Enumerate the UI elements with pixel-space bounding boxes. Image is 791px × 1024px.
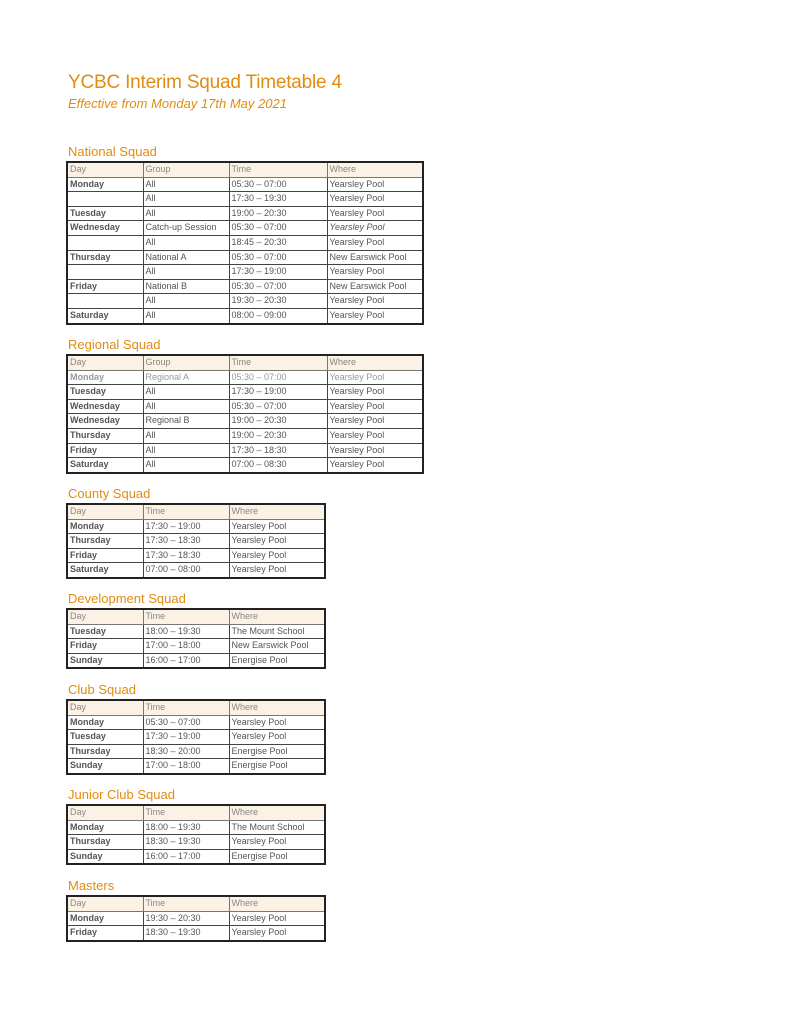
cell-day: Wednesday bbox=[67, 414, 143, 429]
table-header-row bbox=[67, 896, 325, 911]
cell-time: 05:30 – 07:00 bbox=[143, 715, 229, 730]
cell-where: Yearsley Pool bbox=[229, 730, 325, 745]
section-heading: Development Squad bbox=[68, 591, 186, 606]
table-row bbox=[67, 399, 423, 414]
column-header-group: Group bbox=[143, 355, 229, 370]
cell-time: 05:30 – 07:00 bbox=[229, 221, 327, 236]
cell-where: Yearsley Pool bbox=[327, 428, 423, 443]
cell-day: Friday bbox=[67, 548, 143, 563]
cell-where: Energise Pool bbox=[229, 849, 325, 864]
column-header-time: Time bbox=[143, 896, 229, 911]
table-row bbox=[67, 235, 423, 250]
table-row bbox=[67, 653, 325, 668]
cell-time: 18:45 – 20:30 bbox=[229, 235, 327, 250]
cell-group: All bbox=[143, 428, 229, 443]
table-header-row bbox=[67, 504, 325, 519]
cell-time: 17:00 – 18:00 bbox=[143, 639, 229, 654]
section-heading: County Squad bbox=[68, 486, 151, 501]
section-junior-club-squad bbox=[66, 787, 326, 865]
table-row bbox=[67, 820, 325, 835]
cell-time: 18:00 – 19:30 bbox=[143, 624, 229, 639]
cell-time: 07:00 – 08:00 bbox=[143, 563, 229, 578]
table-header-row bbox=[67, 355, 423, 370]
cell-where: Yearsley Pool bbox=[327, 443, 423, 458]
table-header-row bbox=[67, 700, 325, 715]
table-row bbox=[67, 308, 423, 323]
cell-where: Yearsley Pool bbox=[327, 177, 423, 192]
cell-time: 19:30 – 20:30 bbox=[229, 294, 327, 309]
cell-group: All bbox=[143, 458, 229, 473]
cell-group: All bbox=[143, 235, 229, 250]
cell-time: 17:30 – 19:00 bbox=[229, 385, 327, 400]
column-header-time: Time bbox=[229, 162, 327, 177]
cell-where: Yearsley Pool bbox=[327, 206, 423, 221]
cell-where: New Earswick Pool bbox=[327, 250, 423, 265]
development-squad-table bbox=[66, 608, 326, 669]
column-header-where: Where bbox=[229, 700, 325, 715]
cell-day: Monday bbox=[67, 519, 143, 534]
table-row bbox=[67, 385, 423, 400]
cell-time: 17:30 – 18:30 bbox=[143, 534, 229, 549]
cell-time: 19:00 – 20:30 bbox=[229, 428, 327, 443]
table-row bbox=[67, 759, 325, 774]
column-header-time: Time bbox=[143, 805, 229, 820]
cell-day: Friday bbox=[67, 639, 143, 654]
table-header-row bbox=[67, 805, 325, 820]
table-header-row bbox=[67, 609, 325, 624]
section-heading: National Squad bbox=[68, 144, 157, 159]
column-header-where: Where bbox=[327, 162, 423, 177]
cell-where: Yearsley Pool bbox=[229, 548, 325, 563]
column-header-group: Group bbox=[143, 162, 229, 177]
cell-time: 17:30 – 18:30 bbox=[143, 548, 229, 563]
table-row bbox=[67, 715, 325, 730]
page-subtitle: Effective from Monday 17th May 2021 bbox=[68, 96, 287, 111]
table-row bbox=[67, 443, 423, 458]
section-heading: Club Squad bbox=[68, 682, 136, 697]
cell-where: Yearsley Pool bbox=[327, 385, 423, 400]
cell-time: 05:30 – 07:00 bbox=[229, 399, 327, 414]
cell-time: 05:30 – 07:00 bbox=[229, 370, 327, 385]
cell-day: Thursday bbox=[67, 250, 143, 265]
column-header-day: Day bbox=[67, 700, 143, 715]
cell-where: Yearsley Pool bbox=[327, 308, 423, 323]
section-county-squad bbox=[66, 486, 326, 579]
column-header-where: Where bbox=[229, 896, 325, 911]
cell-where: Yearsley Pool bbox=[327, 370, 423, 385]
table-row bbox=[67, 548, 325, 563]
table-row bbox=[67, 911, 325, 926]
cell-time: 19:00 – 20:30 bbox=[229, 414, 327, 429]
cell-day: Wednesday bbox=[67, 221, 143, 236]
junior-club-squad-table bbox=[66, 804, 326, 865]
cell-day: Monday bbox=[67, 715, 143, 730]
table-row bbox=[67, 849, 325, 864]
cell-group: Catch-up Session bbox=[143, 221, 229, 236]
table-row bbox=[67, 294, 423, 309]
column-header-day: Day bbox=[67, 162, 143, 177]
table-row bbox=[67, 265, 423, 280]
cell-time: 17:30 – 18:30 bbox=[229, 443, 327, 458]
column-header-day: Day bbox=[67, 504, 143, 519]
regional-squad-table bbox=[66, 354, 424, 474]
cell-day: Friday bbox=[67, 279, 143, 294]
cell-where: New Earswick Pool bbox=[229, 639, 325, 654]
column-header-time: Time bbox=[143, 504, 229, 519]
column-header-day: Day bbox=[67, 355, 143, 370]
cell-where: Yearsley Pool bbox=[229, 835, 325, 850]
column-header-where: Where bbox=[327, 355, 423, 370]
cell-where: Energise Pool bbox=[229, 744, 325, 759]
cell-group: All bbox=[143, 399, 229, 414]
column-header-where: Where bbox=[229, 504, 325, 519]
column-header-day: Day bbox=[67, 896, 143, 911]
cell-group: All bbox=[143, 385, 229, 400]
table-row bbox=[67, 279, 423, 294]
cell-where: Yearsley Pool bbox=[327, 265, 423, 280]
cell-where: Energise Pool bbox=[229, 759, 325, 774]
cell-group: Regional A bbox=[143, 370, 229, 385]
cell-time: 17:30 – 19:30 bbox=[229, 192, 327, 207]
cell-day bbox=[67, 235, 143, 250]
cell-where: Yearsley Pool bbox=[327, 235, 423, 250]
cell-where: Yearsley Pool bbox=[229, 911, 325, 926]
column-header-where: Where bbox=[229, 609, 325, 624]
column-header-day: Day bbox=[67, 609, 143, 624]
table-row bbox=[67, 744, 325, 759]
table-row bbox=[67, 206, 423, 221]
cell-time: 07:00 – 08:30 bbox=[229, 458, 327, 473]
cell-group: All bbox=[143, 177, 229, 192]
cell-day: Saturday bbox=[67, 308, 143, 323]
cell-day: Tuesday bbox=[67, 624, 143, 639]
column-header-day: Day bbox=[67, 805, 143, 820]
cell-time: 05:30 – 07:00 bbox=[229, 279, 327, 294]
cell-group: All bbox=[143, 308, 229, 323]
cell-day: Thursday bbox=[67, 835, 143, 850]
cell-day: Monday bbox=[67, 820, 143, 835]
cell-day: Monday bbox=[67, 370, 143, 385]
cell-time: 18:30 – 19:30 bbox=[143, 835, 229, 850]
cell-where: Yearsley Pool bbox=[327, 458, 423, 473]
cell-group: All bbox=[143, 192, 229, 207]
cell-where: Yearsley Pool bbox=[229, 534, 325, 549]
cell-group: National A bbox=[143, 250, 229, 265]
column-header-where: Where bbox=[229, 805, 325, 820]
cell-time: 19:30 – 20:30 bbox=[143, 911, 229, 926]
cell-group: All bbox=[143, 294, 229, 309]
cell-where: Energise Pool bbox=[229, 653, 325, 668]
cell-time: 17:00 – 18:00 bbox=[143, 759, 229, 774]
section-national-squad bbox=[66, 144, 424, 325]
cell-day: Saturday bbox=[67, 563, 143, 578]
cell-day: Monday bbox=[67, 911, 143, 926]
table-row bbox=[67, 835, 325, 850]
table-row bbox=[67, 192, 423, 207]
cell-where: Yearsley Pool bbox=[229, 563, 325, 578]
cell-day: Tuesday bbox=[67, 206, 143, 221]
cell-day: Sunday bbox=[67, 849, 143, 864]
cell-day: Tuesday bbox=[67, 385, 143, 400]
table-row bbox=[67, 250, 423, 265]
cell-where: The Mount School bbox=[229, 624, 325, 639]
cell-day: Thursday bbox=[67, 744, 143, 759]
masters-table bbox=[66, 895, 326, 942]
cell-day: Tuesday bbox=[67, 730, 143, 745]
column-header-time: Time bbox=[229, 355, 327, 370]
table-header-row bbox=[67, 162, 423, 177]
cell-time: 18:30 – 20:00 bbox=[143, 744, 229, 759]
cell-day bbox=[67, 192, 143, 207]
cell-where: Yearsley Pool bbox=[327, 192, 423, 207]
cell-day bbox=[67, 294, 143, 309]
table-row bbox=[67, 370, 423, 385]
cell-where: Yearsley Pool bbox=[327, 414, 423, 429]
section-heading: Masters bbox=[68, 878, 115, 893]
table-row bbox=[67, 639, 325, 654]
section-development-squad bbox=[66, 591, 326, 669]
cell-day: Saturday bbox=[67, 458, 143, 473]
cell-time: 17:30 – 19:00 bbox=[143, 730, 229, 745]
section-masters bbox=[66, 878, 326, 942]
cell-group: National B bbox=[143, 279, 229, 294]
cell-time: 05:30 – 07:00 bbox=[229, 177, 327, 192]
cell-where: Yearsley Pool bbox=[229, 519, 325, 534]
cell-where: The Mount School bbox=[229, 820, 325, 835]
cell-day: Wednesday bbox=[67, 399, 143, 414]
cell-where: Yearsley Pool bbox=[327, 221, 423, 236]
table-row bbox=[67, 428, 423, 443]
table-row bbox=[67, 926, 325, 941]
cell-time: 18:30 – 19:30 bbox=[143, 926, 229, 941]
cell-time: 16:00 – 17:00 bbox=[143, 849, 229, 864]
cell-day: Thursday bbox=[67, 534, 143, 549]
cell-day: Friday bbox=[67, 443, 143, 458]
cell-group: All bbox=[143, 206, 229, 221]
cell-where: Yearsley Pool bbox=[229, 926, 325, 941]
club-squad-table bbox=[66, 699, 326, 775]
cell-time: 16:00 – 17:00 bbox=[143, 653, 229, 668]
cell-day: Friday bbox=[67, 926, 143, 941]
column-header-time: Time bbox=[143, 700, 229, 715]
table-row bbox=[67, 519, 325, 534]
table-row bbox=[67, 534, 325, 549]
cell-time: 19:00 – 20:30 bbox=[229, 206, 327, 221]
cell-where: New Earswick Pool bbox=[327, 279, 423, 294]
cell-group: Regional B bbox=[143, 414, 229, 429]
table-row bbox=[67, 458, 423, 473]
section-regional-squad bbox=[66, 337, 424, 474]
section-heading: Junior Club Squad bbox=[68, 787, 175, 802]
cell-time: 17:30 – 19:00 bbox=[143, 519, 229, 534]
table-row bbox=[67, 563, 325, 578]
cell-day: Monday bbox=[67, 177, 143, 192]
cell-time: 05:30 – 07:00 bbox=[229, 250, 327, 265]
national-squad-table bbox=[66, 161, 424, 325]
cell-day: Thursday bbox=[67, 428, 143, 443]
county-squad-table bbox=[66, 503, 326, 579]
cell-group: All bbox=[143, 443, 229, 458]
section-club-squad bbox=[66, 682, 326, 775]
cell-time: 18:00 – 19:30 bbox=[143, 820, 229, 835]
cell-day bbox=[67, 265, 143, 280]
cell-where: Yearsley Pool bbox=[327, 294, 423, 309]
cell-group: All bbox=[143, 265, 229, 280]
cell-where: Yearsley Pool bbox=[229, 715, 325, 730]
table-row bbox=[67, 414, 423, 429]
section-heading: Regional Squad bbox=[68, 337, 161, 352]
table-row bbox=[67, 177, 423, 192]
table-row bbox=[67, 730, 325, 745]
cell-time: 17:30 – 19:00 bbox=[229, 265, 327, 280]
cell-day: Sunday bbox=[67, 759, 143, 774]
table-row bbox=[67, 221, 423, 236]
table-row bbox=[67, 624, 325, 639]
cell-day: Sunday bbox=[67, 653, 143, 668]
cell-where: Yearsley Pool bbox=[327, 399, 423, 414]
column-header-time: Time bbox=[143, 609, 229, 624]
page-title: YCBC Interim Squad Timetable 4 bbox=[68, 72, 342, 93]
cell-time: 08:00 – 09:00 bbox=[229, 308, 327, 323]
